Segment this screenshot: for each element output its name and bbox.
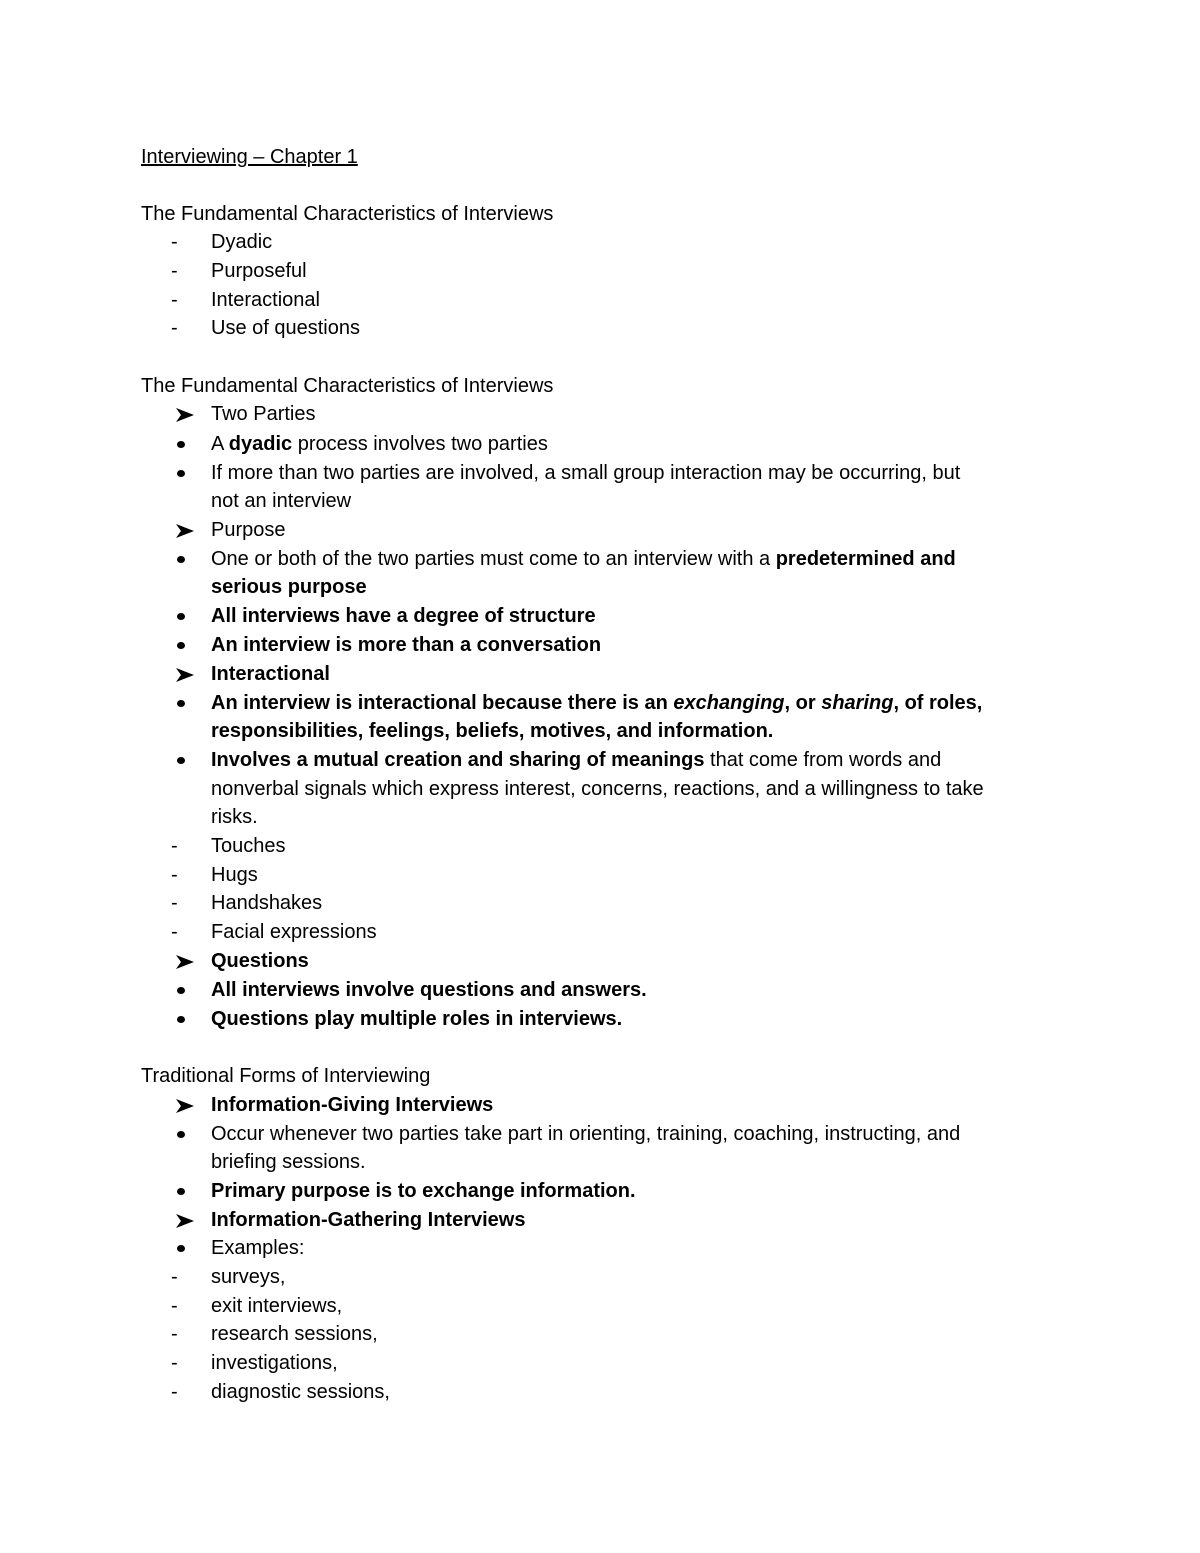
- list-item: Questions play multiple roles in interviews.: [211, 1008, 623, 1030]
- list-item: An interview is interactional because there is an exchanging, or sharing, of roles,: [211, 692, 983, 714]
- list-item: Purposeful: [211, 260, 307, 282]
- list-item: exit interviews,: [211, 1295, 343, 1317]
- dot-bullet: [173, 461, 197, 485]
- list-item: Examples:: [211, 1237, 305, 1259]
- subheading-info-giving: Information-Giving Interviews: [211, 1094, 494, 1116]
- list-item: All interviews involve questions and answers.: [211, 979, 647, 1001]
- dash-bullet: -: [171, 289, 178, 311]
- list-item: Use of questions: [211, 317, 360, 339]
- list-item: Occur whenever two parties take part in orienting, training, coaching, instructing, and: [211, 1123, 961, 1145]
- section2-heading: The Fundamental Characteristics of Interviews: [141, 375, 554, 397]
- dash-bullet: -: [171, 1295, 178, 1317]
- list-item-continuation: risks.: [211, 806, 258, 828]
- document-title: Interviewing – Chapter 1: [141, 146, 358, 168]
- list-item-continuation: serious purpose: [211, 576, 367, 598]
- list-item: Interactional: [211, 289, 320, 311]
- section1-heading: The Fundamental Characteristics of Interviews: [141, 203, 554, 225]
- subheading-info-gathering: Information-Gathering Interviews: [211, 1209, 526, 1231]
- arrow-bullet-icon: [173, 402, 197, 426]
- list-item: If more than two parties are involved, a small group interaction may be occurring, but: [211, 462, 961, 484]
- list-item: Facial expressions: [211, 921, 377, 943]
- dash-bullet: -: [171, 892, 178, 914]
- dash-bullet: -: [171, 864, 178, 886]
- list-item: Dyadic: [211, 231, 273, 253]
- list-item: Involves a mutual creation and sharing of meanings that come from words and: [211, 749, 942, 771]
- list-item: Hugs: [211, 864, 258, 886]
- list-item: Handshakes: [211, 892, 323, 914]
- dash-bullet: -: [171, 260, 178, 282]
- subheading-questions: Questions: [211, 950, 309, 972]
- list-item: surveys,: [211, 1266, 286, 1288]
- dash-bullet: -: [171, 317, 178, 339]
- dot-bullet: [173, 691, 197, 715]
- list-item: research sessions,: [211, 1323, 378, 1345]
- list-item: investigations,: [211, 1352, 338, 1374]
- list-item: A dyadic process involves two parties: [211, 433, 548, 455]
- arrow-bullet-icon: [173, 949, 197, 973]
- dot-bullet: [173, 1179, 197, 1203]
- list-item: diagnostic sessions,: [211, 1381, 390, 1403]
- dot-bullet: [173, 1122, 197, 1146]
- dash-bullet: -: [171, 1323, 178, 1345]
- dot-bullet: [173, 633, 197, 657]
- dash-bullet: -: [171, 1381, 178, 1403]
- dash-bullet: -: [171, 835, 178, 857]
- dash-bullet: -: [171, 1352, 178, 1374]
- arrow-bullet-icon: [173, 518, 197, 542]
- arrow-bullet-icon: [173, 1208, 197, 1232]
- dot-bullet: [173, 604, 197, 628]
- list-item-continuation: nonverbal signals which express interest, concerns, reactions, and a willingness to take: [211, 778, 984, 800]
- arrow-bullet-icon: [173, 1093, 197, 1117]
- list-item-continuation: briefing sessions.: [211, 1151, 366, 1173]
- list-item: All interviews have a degree of structure: [211, 605, 596, 627]
- subheading-purpose: Purpose: [211, 519, 286, 541]
- list-item: One or both of the two parties must come to an interview with a predetermined and: [211, 548, 956, 570]
- section3-heading: Traditional Forms of Interviewing: [141, 1065, 431, 1087]
- list-item-continuation: responsibilities, feelings, beliefs, motives, and information.: [211, 720, 774, 742]
- dot-bullet: [173, 748, 197, 772]
- list-item: An interview is more than a conversation: [211, 634, 602, 656]
- subheading-interactional: Interactional: [211, 663, 330, 685]
- dot-bullet: [173, 432, 197, 456]
- dot-bullet: [173, 1007, 197, 1031]
- dot-bullet: [173, 1236, 197, 1260]
- dash-bullet: -: [171, 921, 178, 943]
- dot-bullet: [173, 978, 197, 1002]
- arrow-bullet-icon: [173, 662, 197, 686]
- list-item: Primary purpose is to exchange information.: [211, 1180, 636, 1202]
- dot-bullet: [173, 547, 197, 571]
- dash-bullet: -: [171, 1266, 178, 1288]
- list-item-continuation: not an interview: [211, 490, 352, 512]
- dash-bullet: -: [171, 231, 178, 253]
- list-item: Touches: [211, 835, 286, 857]
- subheading-two-parties: Two Parties: [211, 403, 316, 425]
